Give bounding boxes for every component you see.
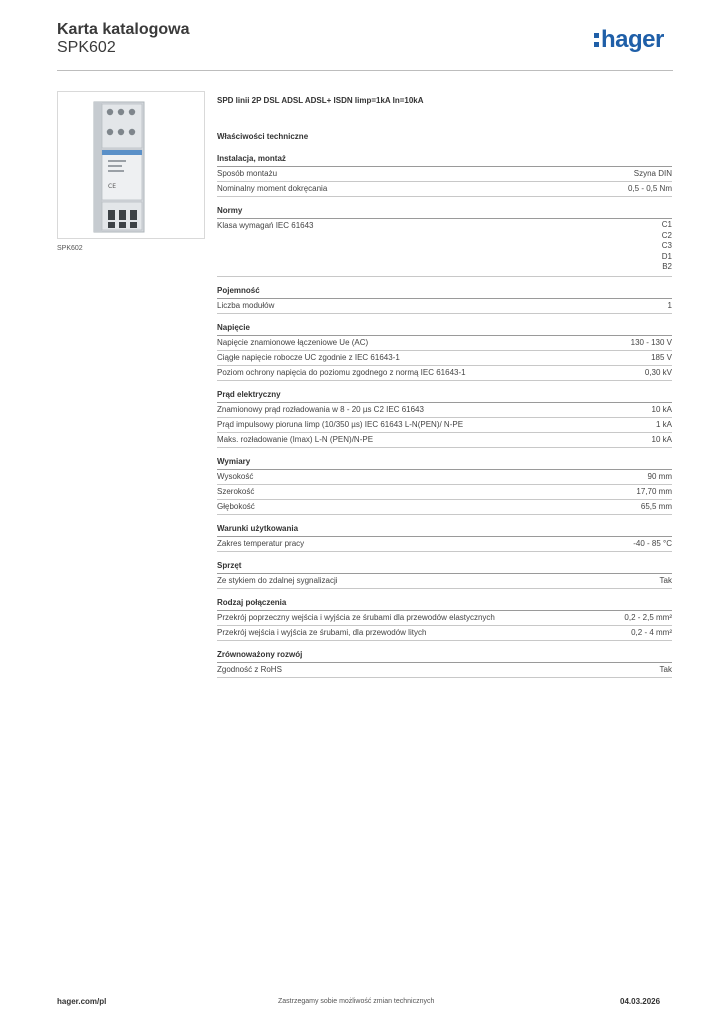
spec-row (217, 182, 672, 197)
section-title: Wymiary (217, 456, 672, 470)
spec-value: 0,30 kV (644, 367, 672, 377)
spec-section (217, 389, 672, 448)
spd-module-image-icon (58, 92, 204, 238)
spec-value: 1 (667, 300, 672, 310)
spec-section (217, 153, 672, 197)
spec-section (217, 597, 672, 641)
spec-label: Klasa wymagań IEC 61643 (217, 221, 314, 230)
spec-label: Głębokość (217, 501, 255, 511)
spec-value: 0,5 - 0,5 Nm (627, 184, 672, 193)
section-title: Sprzęt (217, 560, 672, 574)
spec-value: 130 - 130 V (630, 337, 672, 347)
spec-value: 65,5 mm (640, 501, 672, 511)
spec-content (217, 95, 672, 678)
spec-row (217, 336, 672, 351)
spec-value-item: C3 (661, 241, 672, 250)
spec-row (217, 351, 672, 366)
spec-row (217, 537, 672, 552)
properties-title: Właściwości techniczne (217, 132, 309, 141)
spec-row (217, 611, 672, 626)
section-title: Normy (217, 205, 672, 219)
image-caption: SPK602 (57, 245, 83, 252)
spec-section (217, 456, 672, 515)
spec-value: 10 kA (651, 434, 672, 444)
spec-value: Tak (659, 575, 672, 585)
spec-row (217, 167, 672, 182)
spec-label: Napięcie znamionowe łączeniowe Ue (AC) (217, 337, 369, 347)
spec-label: Maks. rozładowanie (Imax) L-N (PEN)/N-PE (217, 434, 374, 444)
spec-row (217, 485, 672, 500)
spec-value-item: B2 (662, 262, 672, 271)
spec-value: 0,2 - 4 mm² (631, 627, 672, 637)
spec-label: Nominalny moment dokręcania (217, 184, 328, 193)
footer-date: 04.03.2026 (620, 997, 661, 1006)
spec-label: Ze stykiem do zdalnej sygnalizacji (217, 575, 338, 585)
spec-row (217, 433, 672, 448)
logo-dots-icon (594, 33, 599, 47)
spec-label: Znamionowy prąd rozładowania w 8 - 20 µs C2 IEC 61643 (217, 404, 424, 414)
section-title: Prąd elektryczny (217, 389, 672, 403)
spec-label: Przekrój poprzeczny wejścia i wyjścia ze śrubami dla przewodów elastycznych (217, 612, 495, 622)
spec-row (217, 626, 672, 641)
spec-value-item: C2 (661, 230, 672, 240)
spec-label: Prąd impulsowy pioruna Iimp (10/350 µs) IEC 61643 L-N(PEN)/ N-PE (217, 419, 464, 429)
spec-value: 185 V (651, 352, 672, 362)
spec-section (217, 205, 672, 277)
product-description: SPD linii 2P DSL ADSL ADSL+ ISDN Iimp=1kA In=10kA (217, 96, 424, 105)
hager-logo (594, 28, 664, 52)
spec-value (662, 219, 672, 276)
spec-label: Liczba modułów (217, 300, 275, 310)
spec-row (217, 418, 672, 433)
product-image (57, 91, 205, 239)
spec-value-item: D1 (661, 251, 672, 261)
spec-section (217, 523, 672, 552)
spec-section (217, 560, 672, 589)
spec-row (217, 219, 672, 277)
spec-sections (217, 153, 672, 678)
spec-row (217, 470, 672, 485)
spec-label: Przekrój wejścia i wyjścia ze śrubami, dla przewodów litych (217, 627, 427, 637)
spec-value: 90 mm (647, 471, 672, 481)
section-title: Pojemność (217, 285, 672, 299)
spec-value: 0,2 - 2,5 mm² (624, 612, 672, 622)
spec-label: Poziom ochrony napięcia do poziomu zgodnego z normą IEC 61643-1 (217, 367, 466, 377)
section-title: Napięcie (217, 322, 672, 336)
spec-value: 1 kA (655, 419, 672, 429)
spec-value: Szyna DIN (633, 169, 672, 178)
spec-label: Wysokość (217, 471, 254, 481)
logo-text: hager (601, 26, 664, 53)
spec-label: Sposób montażu (217, 169, 278, 178)
spec-row (217, 366, 672, 381)
spec-label: Zgodność z RoHS (217, 664, 282, 674)
product-code: SPK602 (57, 39, 116, 56)
spec-value: Tak (659, 664, 672, 674)
section-title: Warunki użytkowania (217, 523, 672, 537)
footer-disclaimer: Zastrzegamy sobie możliwość zmian technicznych (278, 998, 435, 1005)
section-title: Instalacja, montaż (217, 153, 672, 167)
spec-label: Zakres temperatur pracy (217, 538, 305, 548)
document-title: Karta katalogowa (57, 21, 190, 38)
spec-row (217, 574, 672, 589)
header-divider (57, 70, 673, 71)
spec-section (217, 322, 672, 381)
spec-label: Ciągłe napięcie robocze UC zgodnie z IEC 61643-1 (217, 352, 400, 362)
spec-value: 17,70 mm (636, 486, 672, 496)
spec-row (217, 299, 672, 314)
spec-value: 10 kA (651, 404, 672, 414)
spec-value: -40 - 85 °C (633, 538, 672, 548)
section-title: Zrównoważony rozwój (217, 649, 672, 663)
footer-website[interactable]: hager.com/pl (57, 997, 107, 1006)
spec-section (217, 649, 672, 678)
spec-row (217, 403, 672, 418)
spec-section (217, 285, 672, 314)
spec-row (217, 500, 672, 515)
spec-value-item: C1 (661, 220, 672, 229)
svg-text:CE: CE (108, 183, 116, 190)
section-title: Rodzaj połączenia (217, 597, 672, 611)
spec-label: Szerokość (217, 486, 255, 496)
spec-row (217, 663, 672, 678)
